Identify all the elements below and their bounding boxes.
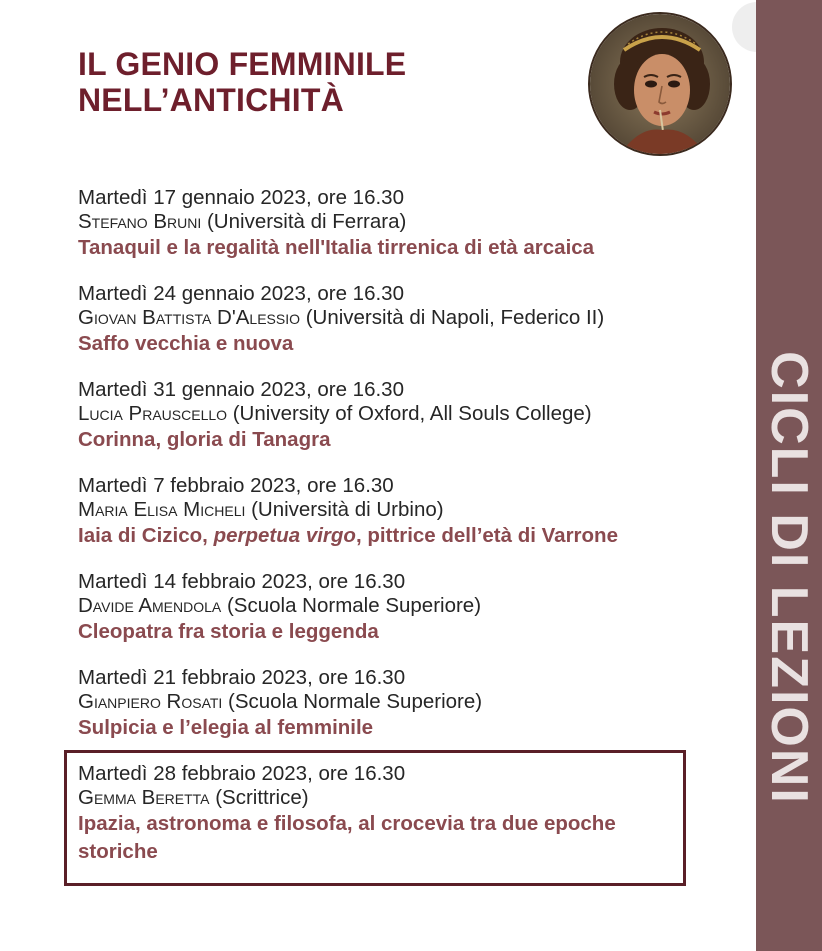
lecture-title: Cleopatra fra storia e leggenda [78, 620, 379, 643]
speaker-name: Giovan Battista D'Alessio [78, 306, 300, 329]
lecture-speaker [78, 594, 738, 618]
speaker-affiliation: (University of Oxford, All Souls College) [227, 402, 592, 425]
lecture-item [78, 474, 738, 570]
speaker-name: Gianpiero Rosati [78, 690, 223, 713]
lecture-speaker [78, 210, 738, 234]
lecture-date: Martedì 31 gennaio 2023, ore 16.30 [78, 378, 404, 401]
speaker-affiliation: (Scrittrice) [209, 786, 309, 809]
title-line-1: IL GENIO FEMMINILE [78, 46, 407, 82]
speaker-name: Maria Elisa Micheli [78, 498, 246, 521]
lecture-title: Tanaquil e la regalità nell'Italia tirrenica di età arcaica [78, 236, 595, 259]
lecture-item [78, 570, 738, 666]
lecture-title: Saffo vecchia e nuova [78, 332, 294, 355]
lecture-title: Corinna, gloria di Tanagra [78, 428, 331, 451]
lecture-speaker [78, 306, 738, 330]
lecture-title-italic: perpetua virgo [213, 524, 356, 547]
speaker-affiliation: (Scuola Normale Superiore) [222, 690, 483, 713]
speaker-name: Lucia Prauscello [78, 402, 228, 425]
lecture-date: Martedì 28 febbraio 2023, ore 16.30 [78, 762, 406, 785]
lecture-date: Martedì 24 gennaio 2023, ore 16.30 [78, 282, 404, 305]
speaker-affiliation: (Università di Urbino) [245, 498, 444, 521]
lecture-item [78, 378, 738, 474]
title-line-2: NELL’ANTICHITÀ [78, 82, 344, 118]
lecture-speaker [78, 402, 738, 426]
speaker-affiliation: (Università di Napoli, Federico II) [300, 306, 605, 329]
page-title [78, 46, 406, 118]
speaker-name: Gemma Beretta [78, 786, 210, 809]
speaker-affiliation: (Scuola Normale Superiore) [221, 594, 482, 617]
speaker-name: Stefano Bruni [78, 210, 202, 233]
lecture-title-pre: Iaia di Cizico, [78, 524, 214, 547]
lecture-speaker [78, 690, 738, 714]
speaker-affiliation: (Università di Ferrara) [201, 210, 407, 233]
lecture-date: Martedì 21 febbraio 2023, ore 16.30 [78, 666, 406, 689]
lecture-date: Martedì 17 gennaio 2023, ore 16.30 [78, 186, 404, 209]
lecture-title: Ipazia, astronoma e filosofa, al crocevia tra due epoche storiche [78, 812, 616, 863]
highlight-frame [64, 750, 686, 886]
lecture-item [78, 666, 738, 762]
lecture-date: Martedì 7 febbraio 2023, ore 16.30 [78, 474, 394, 497]
lecture-item [78, 282, 738, 378]
lecture-speaker [78, 498, 738, 522]
fresco-portrait-image [588, 12, 732, 156]
portrait-illustration [590, 14, 730, 154]
lecture-date: Martedì 14 febbraio 2023, ore 16.30 [78, 570, 406, 593]
lecture-title-post: , pittrice dell’età di Varrone [355, 524, 618, 547]
sidebar-label: CICLI DI LEZIONI [760, 351, 818, 805]
lecture-title [78, 522, 738, 550]
lecture-item [78, 186, 738, 282]
lecture-title: Sulpicia e l’elegia al femminile [78, 716, 374, 739]
speaker-name: Davide Amendola [78, 594, 222, 617]
